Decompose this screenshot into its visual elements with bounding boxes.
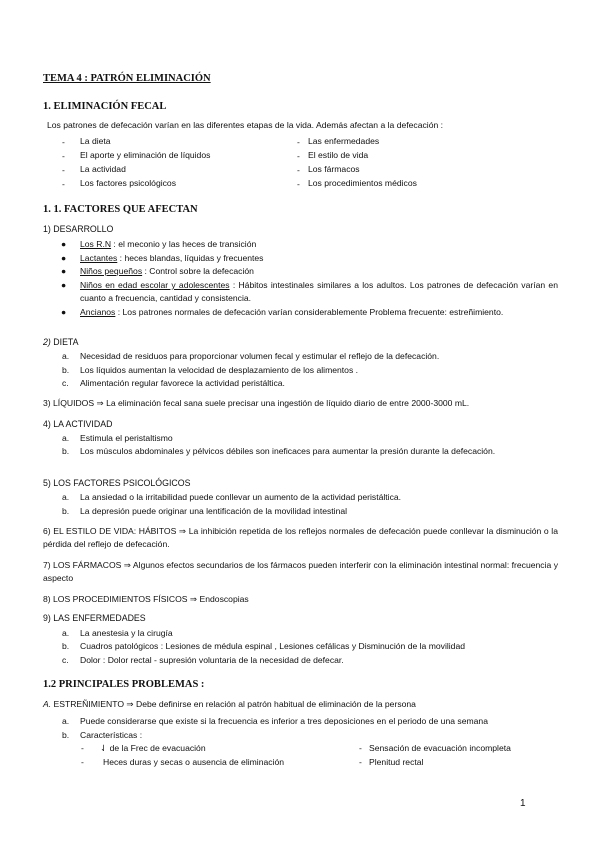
list-item: Puede considerarse que existe si la frecuencia es inferior a tres deposiciones en el periodo de una semana [80, 716, 488, 726]
subsection-estrenimiento: A. ESTREÑIMIENTO ⇒ Debe definirse en relación al patrón habitual de eliminación de la persona [43, 699, 416, 709]
list-item: Los factores psicológicos [80, 178, 177, 188]
list-item: Las enfermedades [308, 136, 380, 146]
list-item: La dieta [80, 136, 111, 146]
list-item: Los líquidos aumentan la velocidad de desplazamiento de los alimentos . [80, 365, 359, 375]
list-item: ⇃ de la Frec de evacuación [100, 743, 206, 753]
list-item: La ansiedad o la irritabilidad puede conllevar un aumento de la actividad peristáltica. [80, 492, 402, 502]
section-heading-factores: 1. 1. FACTORES QUE AFECTAN [43, 204, 198, 215]
list-item: Los fármacos [308, 164, 360, 174]
list-item: Plenitud rectal [369, 757, 424, 767]
list-item: Ancianos : Los patrones normales de defecación varían considerablemente Problema frecuente: estreñimiento. [80, 307, 504, 317]
list-item: Alimentación regular favorece la actividad peristáltica. [80, 378, 285, 388]
document-page: TEMA 4 : PATRÓN ELIMINACIÓN 1. ELIMINACIÓN FECAL Los patrones de defecación varían en las diferentes etapas de la vida. Además afectan a la defecación : - La dieta - El aporte y eliminación de líquidos - La actividad - Los factores psicológicos - Las enfermedades - El estilo de vida - Los fármacos - Los procedimientos médicos 1. 1. FACTORES QUE AFECTAN 1) DESARROLLO ● Los R.N : el meconio y las heces de transición ● Lactantes : heces blandas, líquidas y frecuentes ● Niños pequeños : Control sobre la defecación ● Niños en edad escolar y adolescentes : Hábitos intestinales similares a los adultos. Los patrones de defecación varían en cuanto a frecuencia, cantidad y consistencia. ● Ancianos : Los patrones normales de defecación varían considerablemente Problema frecuente: estreñimiento. 2) DIETA a. Necesidad de residuos para proporcionar volumen fecal y estimular el reflejo de la defecación. b. Los líquidos aumentan la velocidad de desplazamiento de los alimentos . c. Alimentación regular favorece la actividad peristáltica. 3) LÍQUIDOS ⇒ La eliminación fecal sana suele precisar una ingestión de líquido diario de entre 2000-3000 mL. 4) LA ACTIVIDAD a. Estimula el peristaltismo b. Los músculos abdominales y pélvicos débiles son ineficaces para aumentar la presión durante la defecación. 5) LOS FACTORES PSICOLÓGICOS a. La ansiedad o la irritabilidad puede conllevar un aumento de la actividad peristáltica. b. La depresión puede originar una lentificación de la movilidad intestinal 6) EL ESTILO DE VIDA: HÁBITOS ⇒ La inhibición repetida de los reflejos normales de defecación puede conllevar la disminución o la pérdida del reflejo de defecación. 7) LOS FÁRMACOS ⇒ Algunos efectos secundarios de los fármacos pueden interferir con la eliminación intestinal normal: frecuencia y aspecto 8) LOS PROCEDIMIENTOS FÍSICOS ⇒ Endoscopias 9) LAS ENFERMEDADES a. La anestesia y la cirugía b. Cuadros patológicos : Lesiones de médula espinal , Lesiones cefálicas y Disminución de la movilidad c. Dolor : Dolor rectal - supresión voluntaria de la necesidad de defecar. 1.2 PRINCIPALES PROBLEMAS : A. ESTREÑIMIENTO ⇒ Debe definirse en relación al patrón habitual de eliminación de la persona a. Puede considerarse que existe si la frecuencia es inferior a tres deposiciones en el periodo de una semana b. Características : - ⇃ de la Frec de evacuación - Heces duras y secas o ausencia de eliminación - Sensación de evacuación incompleta - Plenitud rectal 1 [43, 73, 558, 809]
list-item: El aporte y eliminación de líquidos [80, 150, 211, 160]
list-item: Niños pequeños : Control sobre la defecación [80, 266, 254, 276]
list-item: Niños en edad escolar y adolescentes : Hábitos intestinales similares a los adultos. Los patrones de defecación varían en cuanto a frecuencia, cantidad y consistencia. [80, 280, 558, 303]
list-item: Lactantes : heces blandas, líquidas y frecuentes [80, 253, 264, 263]
list-item: Heces duras y secas o ausencia de eliminación [103, 757, 285, 767]
list-item: Dolor : Dolor rectal - supresión voluntaria de la necesidad de defecar. [80, 655, 344, 665]
list-item: Sensación de evacuación incompleta [369, 743, 511, 753]
list-item: Cuadros patológicos : Lesiones de médula espinal , Lesiones cefálicas y Disminución de la movilidad [80, 641, 466, 651]
subsection-procedimientos: 8) LOS PROCEDIMIENTOS FÍSICOS ⇒ Endoscopias [43, 594, 249, 604]
list-item: La depresión puede originar una lentificación de la movilidad intestinal [80, 506, 348, 516]
subsection-dieta: 2) DIETA [43, 337, 79, 347]
page-title: TEMA 4 : PATRÓN ELIMINACIÓN [43, 73, 211, 84]
subsection-estilo-vida: 6) EL ESTILO DE VIDA: HÁBITOS ⇒ La inhibición repetida de los reflejos normales de defecación puede conllevar la disminución o la pérdida del reflejo de defecación. [43, 526, 558, 549]
subsection-farmacos: 7) LOS FÁRMACOS ⇒ Algunos efectos secundarios de los fármacos pueden interferir con la eliminación intestinal normal: frecuencia y aspecto [43, 560, 558, 583]
list-item: Los R.N : el meconio y las heces de transición [80, 239, 257, 249]
section-heading-problemas: 1.2 PRINCIPALES PROBLEMAS : [43, 679, 205, 690]
section-heading-eliminacion-fecal: 1. ELIMINACIÓN FECAL [43, 101, 167, 112]
subsection-desarrollo: 1) DESARROLLO [43, 224, 114, 234]
subsection-psicologicos: 5) LOS FACTORES PSICOLÓGICOS [43, 478, 191, 488]
list-item: Los músculos abdominales y pélvicos débiles son ineficaces para aumentar la presión durante la defecación. [80, 446, 496, 456]
list-item: Los procedimientos médicos [308, 178, 417, 188]
subsection-enfermedades: 9) LAS ENFERMEDADES [43, 613, 146, 623]
list-item: La anestesia y la cirugía [80, 628, 173, 638]
intro-paragraph: Los patrones de defecación varían en las diferentes etapas de la vida. Además afectan a la defecación : [47, 120, 444, 130]
list-item: Estimula el peristaltismo [80, 433, 173, 443]
list-item: El estilo de vida [308, 150, 369, 160]
subsection-liquidos: 3) LÍQUIDOS ⇒ La eliminación fecal sana suele precisar una ingestión de líquido diario de entre 2000-3000 mL. [43, 398, 470, 408]
list-item: La actividad [80, 164, 126, 174]
subsection-actividad: 4) LA ACTIVIDAD [43, 419, 113, 429]
list-item: Necesidad de residuos para proporcionar volumen fecal y estimular el reflejo de la defecación. [80, 351, 440, 361]
page-number: 1 [520, 798, 526, 809]
list-item: Características : [80, 730, 143, 740]
